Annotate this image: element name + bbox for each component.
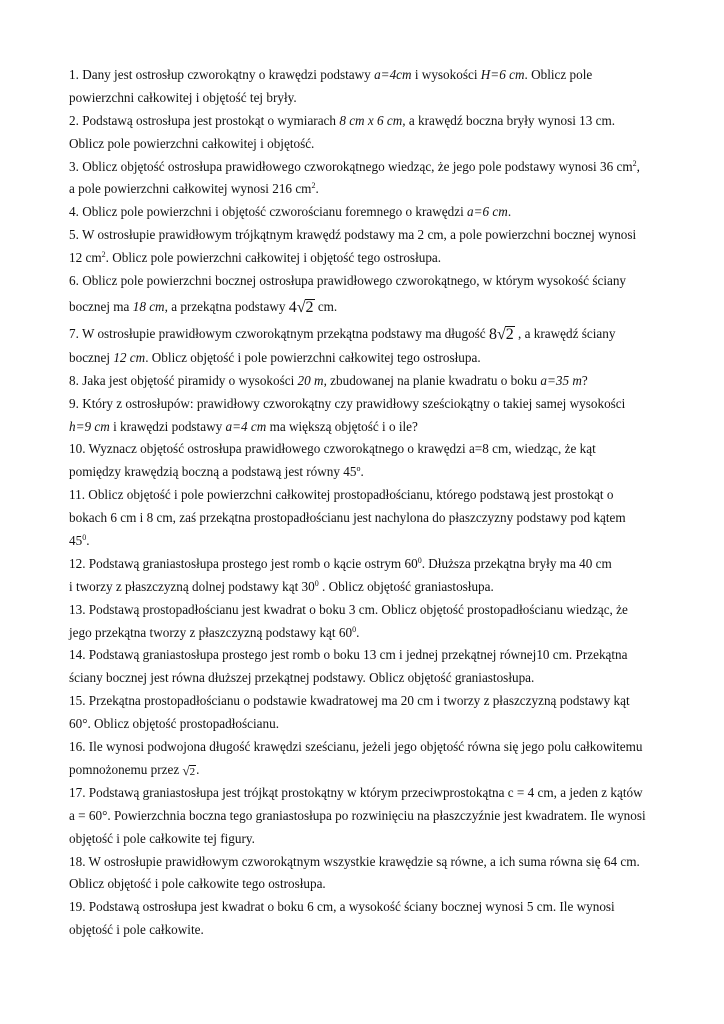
text-run: . — [315, 181, 319, 197]
problem-line — [69, 644, 669, 667]
text-run: 8. Jaka jest objętość piramidy o wysokości — [69, 372, 298, 388]
problem-line — [69, 896, 669, 919]
problem-17 — [69, 782, 669, 851]
text-run: . Dłuższa przekątna bryły ma 40 cm — [421, 555, 612, 571]
text-run: ma większą objętość i o ile? — [266, 418, 418, 434]
problem-4 — [69, 201, 669, 224]
square-root-expression — [289, 294, 315, 321]
text-run: 16. Ile wynosi podwojona długość krawędzi sześcianu, jeżeli jego objętość równa się jego polu całkowitemu — [69, 739, 643, 755]
radicand: 2 — [505, 325, 514, 343]
text-run: bokach 6 cm i 8 cm, zaś przekątna prostopadłościanu jest nachylona do płaszczyzny podstawy pod kątem — [69, 510, 626, 526]
problem-list — [69, 64, 669, 942]
radicand: 2 — [305, 298, 314, 316]
text-run: 12. Podstawą graniastosłupa prostego jest romb o kącie ostrym 60 — [69, 555, 418, 571]
text-run: ściany bocznej jest równa dłuższej przekątnej podstawy. Oblicz objętość graniastosłupa. — [69, 670, 535, 686]
problem-8 — [69, 370, 669, 393]
problem-6 — [69, 270, 669, 320]
problem-line — [69, 156, 669, 179]
text-run: 14. Podstawą graniastosłupa prostego jest romb o boku 13 cm i jednej przekątnej równej10 cm. Przekątna — [69, 647, 628, 663]
problem-line — [69, 416, 669, 439]
problem-line — [69, 622, 669, 645]
text-run: . — [86, 533, 90, 549]
text-run: pomnożonemu przez — [69, 761, 183, 777]
problem-10 — [69, 438, 669, 484]
text-run: 9. Który z ostrosłupów: prawidłowy czworokątny czy prawidłowy sześciokątny o takiej samej wysokości — [69, 395, 626, 411]
problem-line — [69, 873, 669, 896]
text-run: . Oblicz objętość i pole powierzchni całkowitej tego ostrosłupa. — [145, 349, 481, 365]
text-run: i krawędzi podstawy — [109, 418, 226, 434]
problem-line — [69, 133, 669, 156]
text-run: , zbudowanej na planie kwadratu o boku — [323, 372, 541, 388]
text-run: 3. Oblicz objętość ostrosłupa prawidłowego czworokątnego wiedząc, że jego pole podstawy wynosi 36 cm — [69, 158, 633, 174]
text-run: bocznej ma — [69, 298, 133, 314]
square-root-expression — [182, 760, 200, 783]
problem-line — [69, 599, 669, 622]
problem-13 — [69, 599, 669, 645]
problem-1 — [69, 64, 669, 110]
text-run: 17. Podstawą graniastosłupa jest trójkąt prostokątny w którym przeciwprostokątna c = 4 cm, a jeden z kątów — [69, 784, 643, 800]
problem-12 — [69, 553, 669, 599]
root-coefficient: 8 — [488, 325, 497, 343]
superscript: 2 — [632, 158, 637, 168]
problem-line — [69, 438, 669, 461]
problem-line — [69, 201, 669, 224]
text-run: a krawędź boczna bryły wynosi 13 cm. — [405, 112, 616, 128]
text-run: 7. W ostrosłupie prawidłowym czworokątnym przekątna podstawy ma długość — [69, 325, 489, 341]
text-run: a = 60°. Powierzchnia boczna tego graniastosłupa po rozwinięciu na płaszczyźnie jest kwadratem. Ile wynosi — [69, 807, 646, 823]
text-run: , a przekątna podstawy — [164, 298, 289, 314]
problem-line — [69, 507, 669, 530]
root-coefficient: 4 — [288, 298, 297, 316]
problem-line — [69, 530, 669, 553]
italic-math-text: a=35 m — [540, 372, 582, 388]
problem-line — [69, 178, 669, 201]
problem-line — [69, 782, 669, 805]
text-run: 2. Podstawą ostrosłupa jest prostokąt o wymiarach — [69, 112, 340, 128]
problem-line — [69, 851, 669, 874]
problem-line — [69, 759, 669, 782]
text-run: 45 — [69, 533, 83, 549]
problem-line — [69, 553, 669, 576]
problem-line — [69, 919, 669, 942]
radical-sign-icon: √ — [182, 762, 190, 778]
text-run: . — [356, 624, 360, 640]
text-run: . Oblicz objętość graniastosłupa. — [318, 578, 494, 594]
superscript: 0 — [352, 624, 357, 634]
problem-15 — [69, 690, 669, 736]
text-run: objętość i pole całkowite. — [69, 922, 204, 938]
text-run: Oblicz pole powierzchni całkowitej i objętość. — [69, 135, 315, 151]
text-run: 1. Dany jest ostrosłup czworokątny o krawędzi podstawy — [69, 67, 375, 82]
radical-sign-icon: √ — [496, 325, 506, 343]
text-run: . — [360, 464, 364, 480]
italic-math-text: h=9 cm — [69, 418, 110, 434]
italic-math-text: 8 cm x 6 cm, — [339, 112, 406, 128]
text-run: 5. W ostrosłupie prawidłowym trójkątnym krawędź podstawy ma 2 cm, a pole powierzchni bocznej wynosi — [69, 227, 637, 243]
problem-line — [69, 713, 669, 736]
italic-math-text: H=6 cm — [480, 67, 525, 82]
text-run: , — [636, 158, 640, 174]
text-run: a pole powierzchni całkowitej wynosi 216 cm — [69, 181, 312, 197]
problem-line — [69, 87, 669, 110]
text-run: 13. Podstawą prostopadłościanu jest kwadrat o boku 3 cm. Oblicz objętość prostopadłościanu wiedząc, że — [69, 601, 628, 617]
problem-line — [69, 576, 669, 599]
text-run: 6. Oblicz pole powierzchni bocznej ostrosłupa prawidłowego czworokątnego, w którym wysokość ściany — [69, 273, 627, 289]
superscript: 2 — [311, 181, 316, 191]
text-run: objętość i pole całkowite tej figury. — [69, 830, 255, 846]
italic-math-text: a=4 cm — [225, 418, 267, 434]
text-run: . — [196, 761, 200, 777]
text-run: ? — [581, 372, 588, 388]
problem-line — [69, 64, 669, 87]
italic-math-text: 20 m — [297, 372, 324, 388]
text-run: i tworzy z płaszczyzną dolnej podstawy kąt 30 — [69, 578, 315, 594]
text-run: pomiędzy krawędzią boczną a podstawą jest równy 45 — [69, 464, 357, 480]
problem-line — [69, 293, 669, 320]
problem-line — [69, 484, 669, 507]
problem-14 — [69, 644, 669, 690]
superscript: 2 — [101, 250, 106, 260]
text-run: 60°. Oblicz objętość prostopadłościanu. — [69, 716, 280, 732]
square-root-expression — [489, 321, 515, 348]
superscript: 0 — [314, 578, 319, 588]
radical-sign-icon: √ — [296, 298, 306, 316]
problem-2 — [69, 110, 669, 156]
text-run: , a krawędź ściany — [514, 325, 616, 341]
text-run: 19. Podstawą ostrosłupa jest kwadrat o boku 6 cm, a wysokość ściany bocznej wynosi 5 cm. Ile wynosi — [69, 899, 615, 915]
italic-math-text: a=4cm — [374, 67, 412, 82]
problem-line — [69, 461, 669, 484]
problem-line — [69, 393, 669, 416]
problem-line — [69, 247, 669, 270]
problem-line — [69, 270, 669, 293]
problem-3 — [69, 156, 669, 202]
text-run: 4. Oblicz pole powierzchni i objętość czworościanu foremnego o krawędzi — [69, 204, 468, 220]
radicand: 2 — [189, 765, 196, 778]
text-run: bocznej — [69, 349, 114, 365]
problem-line — [69, 370, 669, 393]
problem-line — [69, 224, 669, 247]
text-run: powierzchni całkowitej i objętość tej bryły. — [69, 89, 297, 105]
text-run: i wysokości — [411, 67, 481, 82]
text-run: . — [507, 204, 512, 220]
superscript: 0 — [417, 555, 422, 565]
italic-math-text: a=6 cm — [467, 204, 508, 220]
problem-16 — [69, 736, 669, 782]
text-run: 10. Wyznacz objętość ostrosłupa prawidłowego czworokątnego o krawędzi a=8 cm, wiedząc, że kąt — [69, 441, 596, 457]
text-run: 12 cm — [69, 250, 102, 266]
text-run: jego przekątna tworzy z płaszczyzną podstawy kąt 60 — [69, 624, 353, 640]
text-run: 18. W ostrosłupie prawidłowym czworokątnym wszystkie krawędzie są równe, a ich suma równa się 64 cm. — [69, 853, 640, 869]
problem-9 — [69, 393, 669, 439]
problem-5 — [69, 224, 669, 270]
problem-line — [69, 805, 669, 828]
problem-11 — [69, 484, 669, 553]
text-run: . Oblicz pole powierzchni całkowitej i objętość tego ostrosłupa. — [105, 250, 442, 266]
italic-math-text: 12 cm — [113, 349, 146, 365]
problem-line — [69, 690, 669, 713]
text-run: 15. Przekątna prostopadłościanu o podstawie kwadratowej ma 20 cm i tworzy z płaszczyzną podstawy kąt — [69, 693, 630, 709]
problem-line — [69, 828, 669, 851]
problem-line — [69, 347, 669, 370]
italic-math-text: 18 cm — [132, 298, 165, 314]
problem-line — [69, 736, 669, 759]
text-run: Oblicz objętość i pole całkowite tego ostrosłupa. — [69, 876, 326, 892]
problem-18 — [69, 851, 669, 897]
superscript: 0 — [82, 533, 87, 543]
problem-7 — [69, 320, 669, 370]
text-run: cm. — [314, 298, 338, 314]
problem-line — [69, 667, 669, 690]
problem-19 — [69, 896, 669, 942]
text-run: 11. Oblicz objętość i pole powierzchni całkowitej prostopadłościanu, którego podstawą jest prostokąt o — [69, 487, 614, 503]
problem-line — [69, 320, 669, 347]
problem-line — [69, 110, 669, 133]
text-run: . Oblicz pole — [524, 67, 593, 82]
superscript: o — [356, 464, 361, 474]
